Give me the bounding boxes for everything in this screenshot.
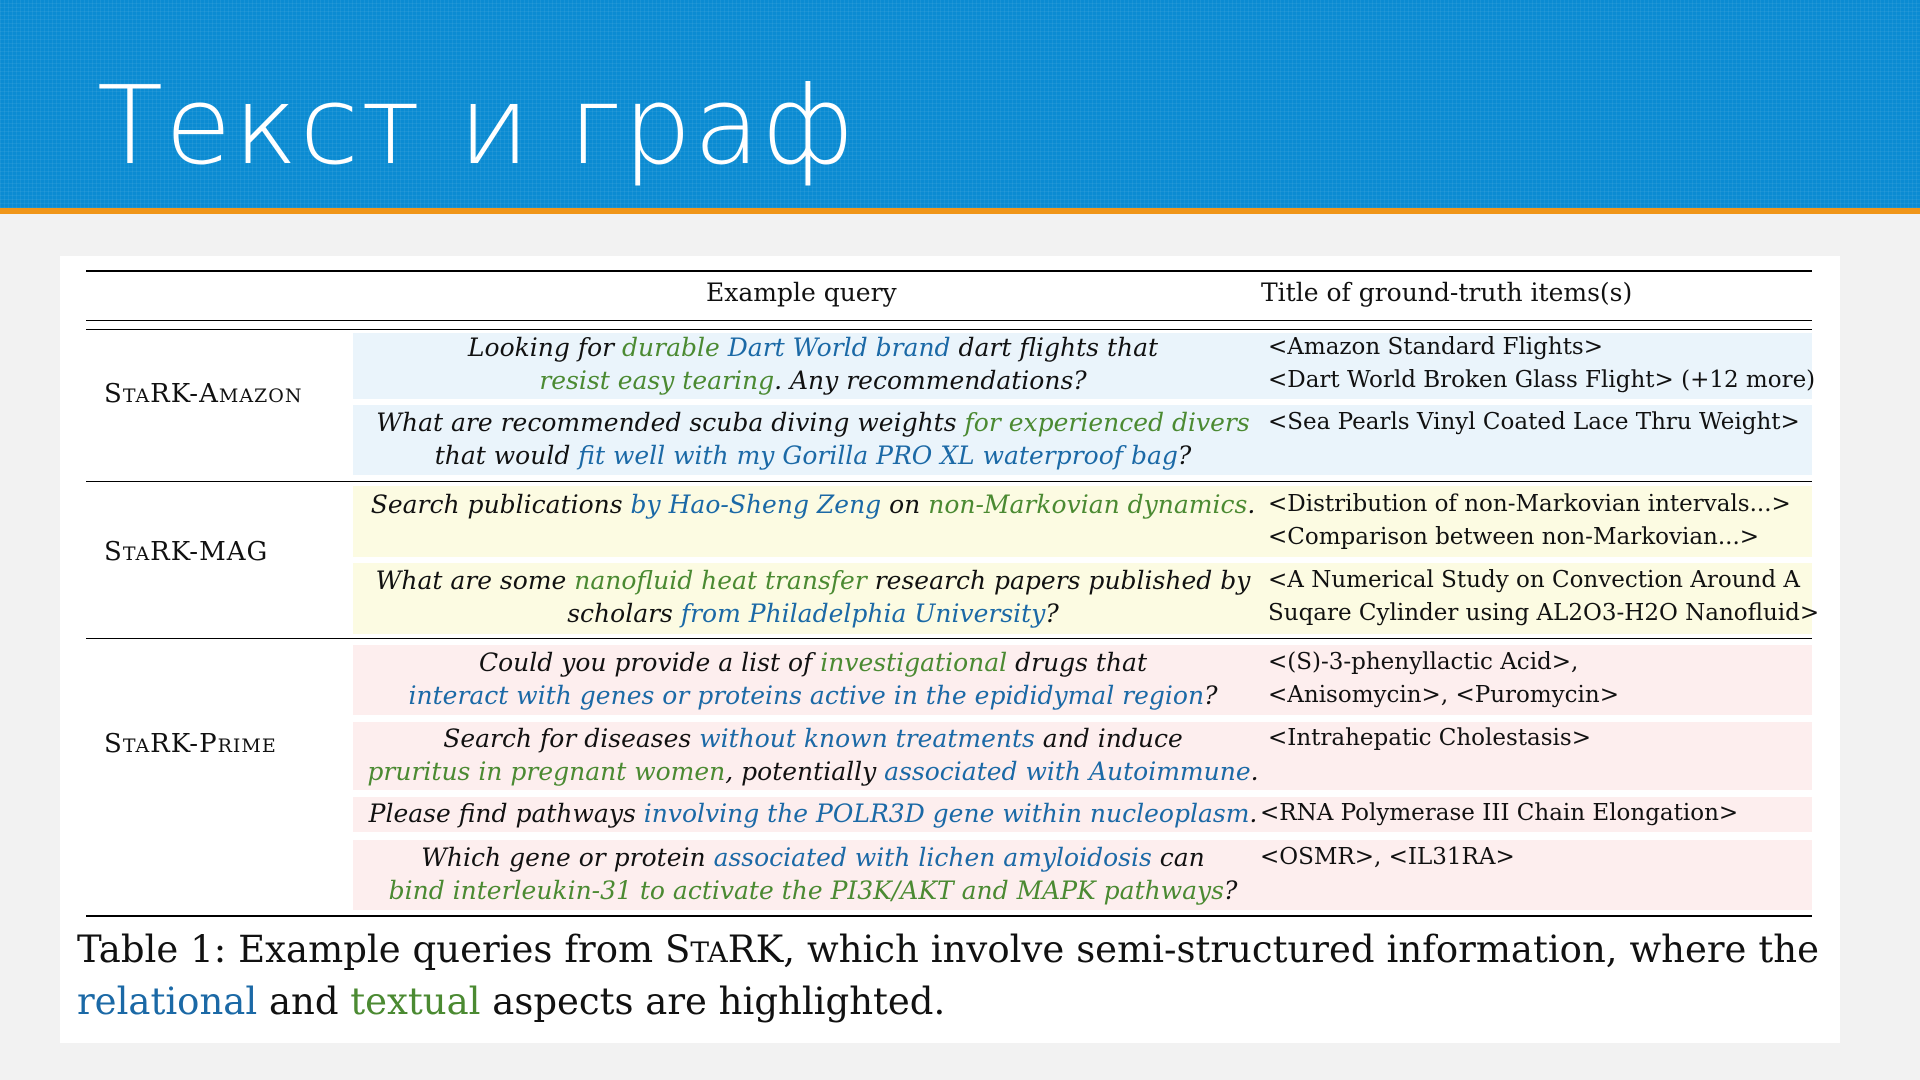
ground-truth-items: <Sea Pearls Vinyl Coated Lace Thru Weight>	[1268, 409, 1800, 435]
caption-textual-word: textual	[350, 980, 481, 1023]
example-query: What are recommended scuba diving weights for experienced divers that would fit well with my Gorilla PRO XL waterproof bag?	[376, 408, 1250, 470]
ground-truth-items: <A Numerical Study on Convection Around A Suqare Cylinder using AL2O3-H2O Nanofluid>	[1268, 567, 1820, 626]
column-header-example-query: Example query	[706, 278, 897, 307]
example-query: Please find pathways involving the POLR3D gene within nucleoplasm.	[368, 799, 1258, 828]
example-query: Could you provide a list of investigational drugs that interact with genes or proteins active in the epididymal region?	[408, 648, 1218, 710]
group-separator	[86, 638, 1812, 639]
example-query: Search for diseases without known treatments and induce pruritus in pregnant women, potentially associated with Autoimmune.	[367, 724, 1259, 786]
group-label-stark-mag: STARK-MAG	[104, 537, 269, 567]
ground-truth-items: <Amazon Standard Flights> <Dart World Broken Glass Flight> (+12 more)	[1268, 334, 1816, 393]
table-header-rule-2	[86, 329, 1812, 330]
table-top-rule	[86, 270, 1812, 272]
example-query: Search publications by Hao-Sheng Zeng on non-Markovian dynamics.	[370, 490, 1256, 519]
slide-title: Текст и граф	[97, 64, 857, 189]
header-accent-line	[0, 208, 1920, 214]
ground-truth-items: <(S)-3-phenyllactic Acid>, <Anisomycin>, <Puromycin>	[1268, 649, 1619, 708]
table-bottom-rule	[86, 915, 1812, 917]
ground-truth-items: <Intrahepatic Cholestasis>	[1268, 725, 1591, 751]
table-header-rule-1	[86, 320, 1812, 321]
table-caption: Table 1: Example queries from STARK, which involve semi-structured information, where the relational and textual aspects are highlighted.	[77, 928, 1819, 1023]
caption-relational-word: relational	[77, 980, 258, 1023]
column-header-ground-truth: Title of ground-truth items(s)	[1261, 278, 1633, 307]
group-separator	[86, 481, 1812, 482]
example-query: Looking for durable Dart World brand dart flights that resist easy tearing. Any recommendations?	[467, 333, 1159, 395]
ground-truth-items: <RNA Polymerase III Chain Elongation>	[1260, 800, 1739, 826]
group-label-stark-prime: STARK-PRIME	[104, 729, 277, 759]
ground-truth-items: <OSMR>, <IL31RA>	[1260, 844, 1515, 870]
example-query: Which gene or protein associated with lichen amyloidosis can bind interleukin-31 to activate the PI3K/AKT and MAPK pathways?	[388, 843, 1238, 905]
ground-truth-items: <Distribution of non-Markovian intervals...> <Comparison between non-Markovian...>	[1268, 491, 1791, 550]
example-query: What are some nanofluid heat transfer research papers published by scholars from Philadelphia University?	[375, 566, 1251, 628]
group-label-stark-amazon: STARK-AMAZON	[104, 379, 303, 409]
slide-header	[0, 0, 1920, 208]
